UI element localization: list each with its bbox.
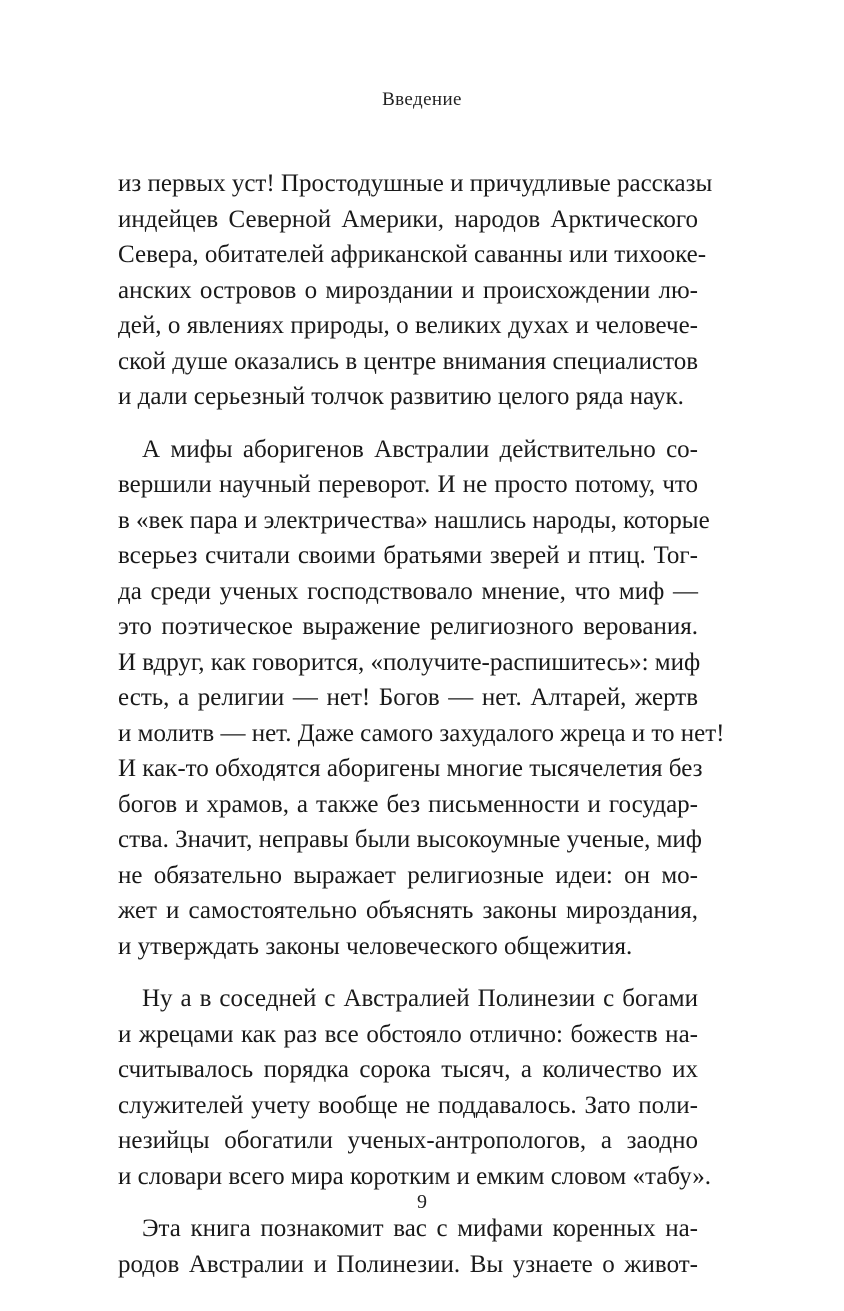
paragraph-1 [118,166,713,415]
text-line: и жрецами как раз все обстояло отлично: божеств на- [118,1020,698,1048]
text-line: считывалось порядка сорока тысяч, а количество их [118,1056,698,1083]
text-line: и словари всего мира коротким и емким словом «табу». [118,1162,711,1190]
text-line: А мифы аборигенов Австралии действительно со- [142,435,698,463]
text-line: и утверждать законы человеческого общежития. [118,932,633,960]
text-line: богов и храмов, а также без письменности и государ- [118,790,698,818]
text-line: индейцев Северной Америки, народов Арктического [118,205,698,233]
page-number: 9 [417,1191,427,1213]
text-line: из первых уст! Простодушные и причудливые рассказы [118,170,713,197]
text-line: Эта книга познакомит вас с мифами коренных на- [142,1215,698,1242]
text-line: и дали серьезный толчок развитию целого ряда наук. [118,383,684,410]
text-line: незийцы обогатили ученых-антропологов, а заодно [118,1127,698,1154]
text-line: служителей учету вообще не поддавалось. Зато поли- [118,1091,698,1119]
text-line: Севера, обитателей африканской саванны или тихооке- [118,241,707,268]
text-line: ской душе оказались в центре внимания специалистов [118,347,698,375]
text-line: И вдруг, как говорится, «получите-распишитесь»: миф [118,648,701,676]
paragraph-2 [118,432,725,965]
text-line: жет и самостоятельно объяснять законы мироздания, [118,897,698,924]
text-line: ства. Значит, неправы были высокоумные ученые, миф [118,826,702,853]
text-line: анских островов о мироздании и происхождении лю- [118,276,698,304]
text-line: да среди ученых господствовало мнение, что миф — [118,577,698,605]
text-line: И как-то обходятся аборигены многие тысячелетия без [118,755,703,782]
text-line: Ну а в соседней с Австралией Полинезии с богами [142,985,698,1012]
paragraph-3 [118,981,711,1194]
text-line: вершили научный переворот. И не просто потому, что [118,471,698,498]
text-line: и молитв — нет. Даже самого захудалого жреца и то нет! [118,719,725,747]
text-line: в «век пара и электричества» нашлись народы, которые [118,506,710,534]
text-line: дей, о явлениях природы, о великих духах и человече- [118,312,698,339]
text-line: всерьез считали своими братьями зверей и птиц. Тог- [118,542,698,569]
text-line: не обязательно выражает религиозные идеи: он мо- [118,861,698,889]
paragraph-4 [118,1211,698,1282]
text-line: родов Австралии и Полинезии. Вы узнаете о живот- [118,1250,698,1278]
text-line: это поэтическое выражение религиозного верования. [118,613,698,640]
text-line: есть, а религии — нет! Богов — нет. Алтарей, жертв [118,684,698,711]
running-head: Введение [382,89,462,110]
body-text [118,166,725,1299]
